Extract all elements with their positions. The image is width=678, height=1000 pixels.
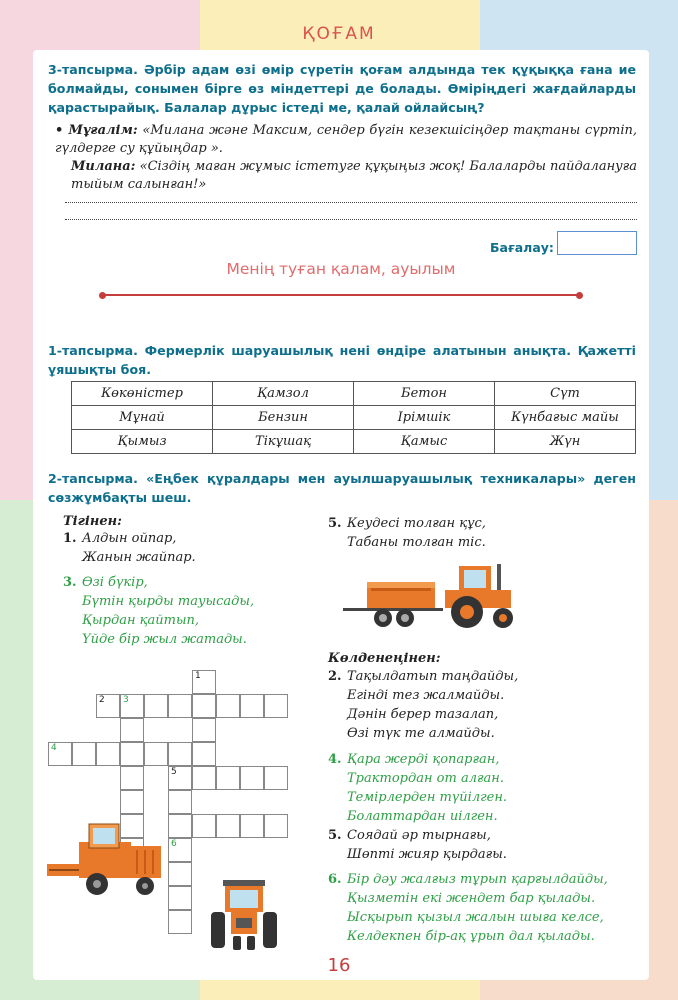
table-cell[interactable]: Сүт	[495, 382, 636, 406]
crossword-cell[interactable]	[168, 886, 192, 910]
table-cell[interactable]: Қымыз	[72, 430, 213, 454]
riddle-line: Болаттардан иілген.	[347, 809, 498, 824]
crossword-cell[interactable]	[240, 766, 264, 790]
header-title: ҚОҒАМ	[302, 24, 376, 44]
section-subtitle: Менің туған қалам, ауылым	[226, 260, 456, 278]
crossword-cell[interactable]	[168, 694, 192, 718]
page-card	[33, 50, 649, 980]
table-cell[interactable]: Ірімшік	[354, 406, 495, 430]
riddle-line: Жанын жайпар.	[82, 550, 196, 565]
riddle-line: Қызметін екі жендет бар қылады.	[347, 891, 596, 906]
crossword-cell[interactable]	[192, 694, 216, 718]
riddle-line: Кеудесі толған құс,	[347, 516, 486, 531]
crossword-cell[interactable]	[168, 742, 192, 766]
crossword-cell[interactable]	[264, 814, 288, 838]
crossword-cell[interactable]	[192, 718, 216, 742]
table-cell[interactable]: Бензин	[213, 406, 354, 430]
riddle-line: Соядай әр тырнағы,	[347, 828, 491, 843]
crossword-number: 3	[123, 695, 129, 705]
crossword-cell[interactable]	[216, 814, 240, 838]
riddle-number: 2.	[328, 669, 342, 684]
crossword-cell[interactable]	[192, 814, 216, 838]
table-cell[interactable]: Қамыс	[354, 430, 495, 454]
table-cell[interactable]: Қамзол	[213, 382, 354, 406]
crossword-cell[interactable]	[192, 766, 216, 790]
grade-label: Бағалау:	[490, 240, 554, 255]
table-cell[interactable]: Бетон	[354, 382, 495, 406]
riddle-line: Келдекпен бір-ақ ұрып дал қылады.	[347, 929, 595, 944]
riddle-line: Ысқырып қызыл жалын шыға келсе,	[347, 910, 604, 925]
crossword-cell[interactable]	[240, 694, 264, 718]
crossword-cell[interactable]	[168, 910, 192, 934]
table-cell[interactable]: Жүн	[495, 430, 636, 454]
table-cell[interactable]: Тікұшақ	[213, 430, 354, 454]
crossword-cell[interactable]	[168, 790, 192, 814]
riddle-line: Қара жерді қопарған,	[347, 752, 500, 767]
page-number: 16	[327, 955, 351, 976]
riddle-line: Темірлерден түйілген.	[347, 790, 508, 805]
table-cell[interactable]: Көкөністер	[72, 382, 213, 406]
teacher-text: «Милана және Максим, сендер бүгін кезекшісіңдер тақтаны сүртіп, гүлдерге су құйыңдар ».	[55, 123, 637, 156]
tractor-front-icon	[209, 878, 279, 952]
task1-text: 1-тапсырма. Фермерлік шаруашылық нені өндіре алатынын анықта. Қажетті ұяшықты боя.	[48, 343, 636, 377]
crossword-cell[interactable]	[120, 766, 144, 790]
crossword-cell[interactable]	[72, 742, 96, 766]
riddle-number: 1.	[63, 531, 77, 546]
riddle-number: 5.	[328, 828, 342, 843]
riddle-line: Алдын ойпар,	[82, 531, 177, 546]
teacher-label: • Мұғалім:	[55, 123, 138, 138]
crossword-number: 5	[171, 767, 177, 777]
riddle-line: Қырдан қайтып,	[82, 613, 200, 628]
crossword-cell[interactable]	[240, 814, 264, 838]
riddle-line: Трактордан от алған.	[347, 771, 504, 786]
crossword-number: 6	[171, 839, 177, 849]
riddle-number: 6.	[328, 872, 342, 887]
crossword-cell[interactable]	[216, 766, 240, 790]
crossword-cell[interactable]	[216, 694, 240, 718]
riddle-line: Егінді тез жалмайды.	[347, 688, 505, 703]
riddle-number: 4.	[328, 752, 342, 767]
riddle-line: Бір дәу жалғыз тұрып қарғылдайды,	[347, 872, 608, 887]
table-cell[interactable]: Күнбағыс майы	[495, 406, 636, 430]
crossword-cell[interactable]	[144, 742, 168, 766]
crossword-cell[interactable]	[96, 742, 120, 766]
riddle-number: 3.	[63, 575, 77, 590]
crossword-cell[interactable]	[192, 742, 216, 766]
crossword-number: 2	[99, 695, 105, 705]
crossword-cell[interactable]	[168, 814, 192, 838]
riddle-line: Дәнін берер тазалап,	[347, 707, 499, 722]
riddle-line: Шөпті жияр қырдағы.	[347, 847, 507, 862]
riddle-number: 5.	[328, 516, 342, 531]
crossword-cell[interactable]	[144, 694, 168, 718]
crossword-cell[interactable]	[120, 790, 144, 814]
table-cell[interactable]: Мұнай	[72, 406, 213, 430]
riddle-line: Тақылдатып таңдайды,	[347, 669, 519, 684]
crossword-cell[interactable]	[264, 694, 288, 718]
riddle-line: Өзі түк те алмайды.	[347, 726, 495, 741]
milana-label: Милана:	[71, 159, 136, 174]
riddle-line: Үйде бір жыл жатады.	[82, 632, 247, 647]
combine-harvester-icon	[45, 816, 167, 898]
crossword-number: 4	[51, 743, 57, 753]
crossword-cell[interactable]	[264, 766, 288, 790]
riddle-line: Өзі бүкір,	[82, 575, 148, 590]
crossword-cell[interactable]	[168, 862, 192, 886]
task2-text: 2-тапсырма. «Еңбек құралдары мен ауылшаруашылық техникалары» деген сөзжұмбақты шеш.	[48, 471, 636, 505]
crossword-number: 1	[195, 671, 201, 681]
across-heading: Көлденеңінен:	[328, 651, 441, 666]
crossword-cell[interactable]	[120, 718, 144, 742]
milana-text: «Сіздің маған жұмыс істетуге құқыңыз жоқ! Балаларды пайдалануға тыйым салынған!»	[71, 159, 637, 192]
task3-text: 3-тапсырма. Әрбір адам өзі өмір сүретін қоғам алдында тек құқыққа ғана ие болмайды, сонымен бірге өз міндеттері де болады. Өміріңдегі жағдайларды қарастырайық. Балалар дұрыс істеді ме, қалай ойлайсың?	[48, 62, 636, 115]
riddle-line: Бүтін қырды тауысады,	[82, 594, 255, 609]
riddle-line: Табаны толған тіс.	[347, 535, 486, 550]
down-heading: Тігінен:	[63, 514, 122, 529]
crossword-cell[interactable]	[120, 742, 144, 766]
